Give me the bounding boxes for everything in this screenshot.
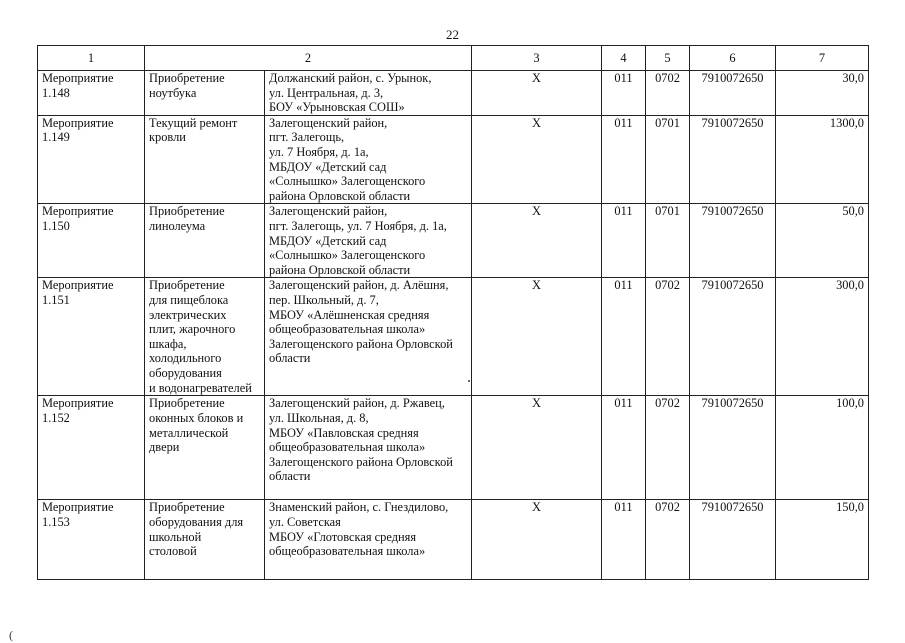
- table-row: [38, 278, 869, 396]
- address-cell-line: общеобразовательная школа»: [269, 322, 426, 337]
- table-row: [38, 396, 869, 500]
- description-cell-line: металлической: [149, 425, 229, 440]
- measure-cell-line: 1.150: [42, 218, 70, 233]
- measure-cell-line: Мероприятие: [42, 396, 114, 411]
- address-cell-line: МБДОУ «Детский сад: [269, 159, 387, 174]
- description-cell: [145, 204, 265, 278]
- measure-cell: [38, 278, 145, 396]
- table-row: [38, 204, 869, 278]
- address-cell-line: Залегощенский район, д. Ржавец,: [269, 396, 445, 411]
- code-cell: 011: [602, 115, 646, 204]
- section-cell: 0702: [646, 278, 690, 396]
- description-cell: [145, 115, 265, 204]
- address-cell-line: ул. 7 Ноября, д. 1а,: [269, 144, 369, 159]
- amount-cell: 50,0: [776, 204, 869, 278]
- section-cell: 0701: [646, 204, 690, 278]
- table-row: [38, 71, 869, 116]
- budget-table: [37, 45, 869, 580]
- code-cell: 011: [602, 278, 646, 396]
- amount-cell: 300,0: [776, 278, 869, 396]
- table-row: [38, 500, 869, 580]
- address-cell-line: Залегощенский район,: [269, 115, 388, 130]
- address-cell-line: МБОУ «Алёшненская средняя: [269, 307, 430, 322]
- address-cell: [265, 115, 472, 204]
- address-cell-line: Залегощенского района Орловской: [269, 336, 453, 351]
- description-cell-line: кровли: [149, 130, 186, 145]
- description-cell: [145, 278, 265, 396]
- address-cell: [265, 71, 472, 116]
- column-header-2: 2: [145, 46, 472, 71]
- description-cell-line: Приобретение: [149, 204, 225, 219]
- measure-cell-line: 1.153: [42, 514, 70, 529]
- measure-cell: [38, 115, 145, 204]
- page-number: 22: [446, 27, 459, 42]
- description-cell-line: оборудования для: [149, 514, 244, 529]
- address-cell-line: общеобразовательная школа»: [269, 544, 426, 559]
- address-cell-line: ул. Советская: [269, 514, 341, 529]
- measure-cell-line: 1.151: [42, 292, 70, 307]
- description-cell-line: Приобретение: [149, 396, 225, 411]
- description-cell-line: Приобретение: [149, 71, 225, 85]
- description-cell-line: ноутбука: [149, 85, 197, 100]
- description-cell: [145, 396, 265, 500]
- measure-cell-line: 1.149: [42, 130, 70, 145]
- measure-cell: [38, 396, 145, 500]
- description-cell-line: столовой: [149, 544, 197, 559]
- address-cell: [265, 500, 472, 580]
- address-cell-line: БОУ «Урыновская СОШ»: [269, 100, 405, 115]
- address-cell-line: пгт. Залегощь,: [269, 130, 345, 145]
- description-cell-line: Приобретение: [149, 278, 225, 293]
- address-cell-line: МБДОУ «Детский сад: [269, 233, 387, 248]
- x-cell: Х: [472, 115, 602, 204]
- target-code-cell: 7910072650: [690, 396, 776, 500]
- address-cell-line: МБОУ «Глотовская средняя: [269, 529, 417, 544]
- address-cell-line: области: [269, 351, 311, 366]
- description-cell-line: оборудования: [149, 365, 222, 380]
- address-cell-line: МБОУ «Павловская средняя: [269, 425, 419, 440]
- address-cell-line: общеобразовательная школа»: [269, 440, 426, 455]
- description-cell-line: для пищеблока: [149, 292, 229, 307]
- column-header-4: 4: [602, 46, 646, 71]
- description-cell-line: шкафа,: [149, 336, 187, 351]
- code-cell: 011: [602, 500, 646, 580]
- description-cell-line: Текущий ремонт: [149, 115, 238, 130]
- address-cell: [265, 396, 472, 500]
- measure-cell-line: Мероприятие: [42, 204, 114, 219]
- header-row: [38, 46, 869, 71]
- address-cell-line: «Солнышко» Залегощенского: [269, 248, 426, 263]
- column-header-5: 5: [646, 46, 690, 71]
- x-cell: Х: [472, 278, 602, 396]
- address-cell-line: Залегощенского района Орловской: [269, 454, 453, 469]
- code-cell: 011: [602, 71, 646, 116]
- table-body: [38, 71, 869, 580]
- code-cell: 011: [602, 204, 646, 278]
- measure-cell-line: 1.152: [42, 410, 70, 425]
- description-cell-line: школьной: [149, 529, 202, 544]
- section-cell: 0701: [646, 115, 690, 204]
- address-cell-line: пер. Школьный, д. 7,: [269, 292, 379, 307]
- address-cell-line: пгт. Залегощь, ул. 7 Ноября, д. 1а,: [269, 218, 447, 233]
- column-header-1: 1: [38, 46, 145, 71]
- amount-cell: 30,0: [776, 71, 869, 116]
- measure-cell-line: Мероприятие: [42, 278, 114, 293]
- table-row: [38, 115, 869, 204]
- amount-cell: 100,0: [776, 396, 869, 500]
- stray-mark: (: [9, 628, 13, 642]
- scan-dot: [468, 380, 470, 382]
- measure-cell: [38, 500, 145, 580]
- target-code-cell: 7910072650: [690, 500, 776, 580]
- measure-cell: [38, 71, 145, 116]
- address-cell-line: района Орловской области: [269, 262, 411, 277]
- x-cell: Х: [472, 396, 602, 500]
- measure-cell-line: Мероприятие: [42, 115, 114, 130]
- target-code-cell: 7910072650: [690, 204, 776, 278]
- description-cell-line: Приобретение: [149, 500, 225, 515]
- description-cell-line: линолеума: [149, 218, 206, 233]
- description-cell-line: плит, жарочного: [149, 322, 236, 337]
- section-cell: 0702: [646, 500, 690, 580]
- address-cell-line: ул. Школьная, д. 8,: [269, 410, 369, 425]
- address-cell-line: «Солнышко» Залегощенского: [269, 174, 426, 189]
- column-header-3: 3: [472, 46, 602, 71]
- address-cell-line: Залегощенский район,: [269, 204, 388, 219]
- address-cell-line: Должанский район, с. Урынок,: [269, 71, 432, 85]
- measure-cell-line: 1.148: [42, 85, 70, 100]
- address-cell-line: ул. Центральная, д. 3,: [269, 85, 384, 100]
- amount-cell: 150,0: [776, 500, 869, 580]
- section-cell: 0702: [646, 71, 690, 116]
- column-header-7: 7: [776, 46, 869, 71]
- address-cell-line: Знаменский район, с. Гнездилово,: [269, 500, 449, 515]
- x-cell: Х: [472, 204, 602, 278]
- description-cell-line: электрических: [149, 307, 227, 322]
- code-cell: 011: [602, 396, 646, 500]
- target-code-cell: 7910072650: [690, 71, 776, 116]
- section-cell: 0702: [646, 396, 690, 500]
- measure-cell-line: Мероприятие: [42, 71, 114, 85]
- description-cell-line: и водонагревателей: [149, 380, 252, 395]
- target-code-cell: 7910072650: [690, 278, 776, 396]
- address-cell-line: района Орловской области: [269, 188, 411, 203]
- description-cell-line: холодильного: [149, 351, 222, 366]
- x-cell: Х: [472, 71, 602, 116]
- amount-cell: 1300,0: [776, 115, 869, 204]
- description-cell: [145, 500, 265, 580]
- measure-cell-line: Мероприятие: [42, 500, 114, 515]
- measure-cell: [38, 204, 145, 278]
- address-cell: [265, 204, 472, 278]
- address-cell-line: Залегощенский район, д. Алёшня,: [269, 278, 449, 293]
- description-cell-line: оконных блоков и: [149, 410, 244, 425]
- target-code-cell: 7910072650: [690, 115, 776, 204]
- x-cell: Х: [472, 500, 602, 580]
- column-header-6: 6: [690, 46, 776, 71]
- address-cell: [265, 278, 472, 396]
- address-cell-line: области: [269, 469, 311, 484]
- description-cell-line: двери: [149, 440, 180, 455]
- description-cell: [145, 71, 265, 116]
